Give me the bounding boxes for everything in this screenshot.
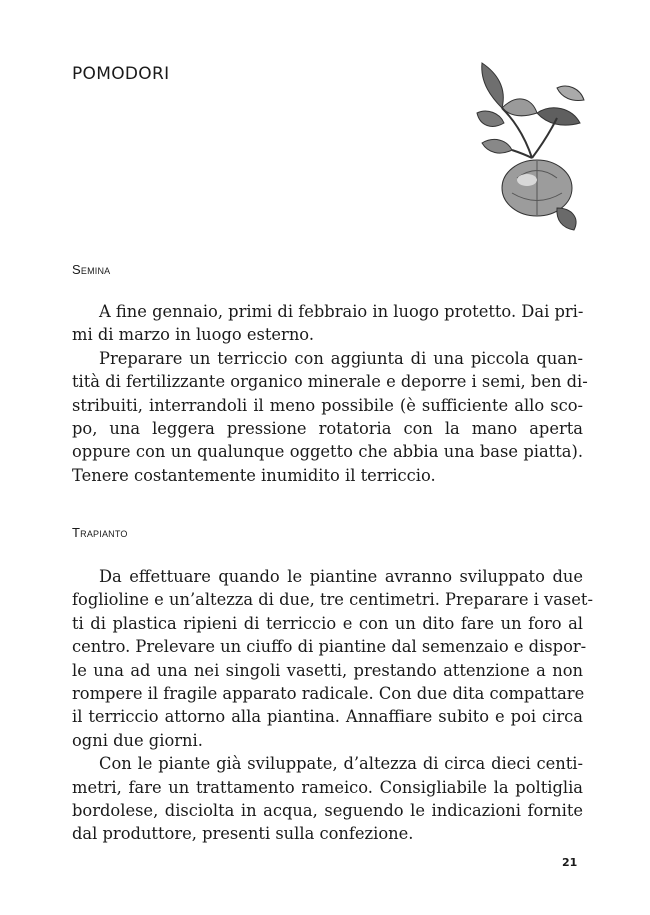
text-line: po, una leggera pressione rotatoria con la mano aperta	[72, 419, 583, 439]
text-line: oppure con un qualunque oggetto che abbia una base piatta).	[72, 442, 583, 462]
text-line: centro. Prelevare un ciuffo di piantine dal semenzaio e dispor-	[72, 637, 587, 657]
section-heading-semina: Semina	[72, 262, 111, 277]
text-line: stribuiti, interrandoli il meno possibile (è sufficiente allo sco-	[72, 395, 583, 415]
text-line: bordolese, disciolta in acqua, seguendo le indicazioni fornite	[72, 801, 583, 821]
text-line: A fine gennaio, primi di febbraio in luogo protetto. Dai pri-	[99, 302, 584, 321]
text-line: ti di plastica ripieni di terriccio e con un dito fare un foro al	[72, 613, 583, 633]
chapter-title: POMODORI	[72, 64, 170, 84]
text-line: ogni due giorni.	[72, 730, 203, 750]
text-line: metri, fare un trattamento rameico. Consigliabile la poltiglia	[72, 777, 583, 797]
text-line: il terriccio attorno alla piantina. Annaffiare subito e poi circa	[72, 707, 583, 727]
text-line: Con le piante già sviluppate, d’altezza di circa dieci centi-	[99, 754, 583, 774]
text-line: tità di fertilizzante organico minerale e deporre i semi, ben di-	[72, 372, 588, 392]
text-line: le una ad una nei singoli vasetti, prestando attenzione a non	[72, 660, 583, 680]
semina-body	[72, 300, 588, 487]
tomato-plant-illustration	[462, 58, 602, 243]
text-line: foglioline e un’altezza di due, tre centimetri. Preparare i vaset-	[72, 590, 593, 610]
section-heading-trapianto: Trapianto	[72, 525, 128, 540]
text-line: dal produttore, presenti sulla confezione.	[72, 824, 414, 844]
text-line: Da effettuare quando le piantine avranno sviluppato due	[99, 567, 583, 586]
text-line: Preparare un terriccio con aggiunta di una piccola quan-	[99, 348, 583, 368]
page-number: 21	[562, 856, 578, 869]
text-line: mi di marzo in luogo esterno.	[72, 325, 315, 345]
text-line: rompere il fragile apparato radicale. Con due dita compattare	[72, 684, 585, 704]
trapianto-body	[72, 565, 593, 846]
text-line: Tenere costantemente inumidito il terriccio.	[72, 465, 436, 485]
